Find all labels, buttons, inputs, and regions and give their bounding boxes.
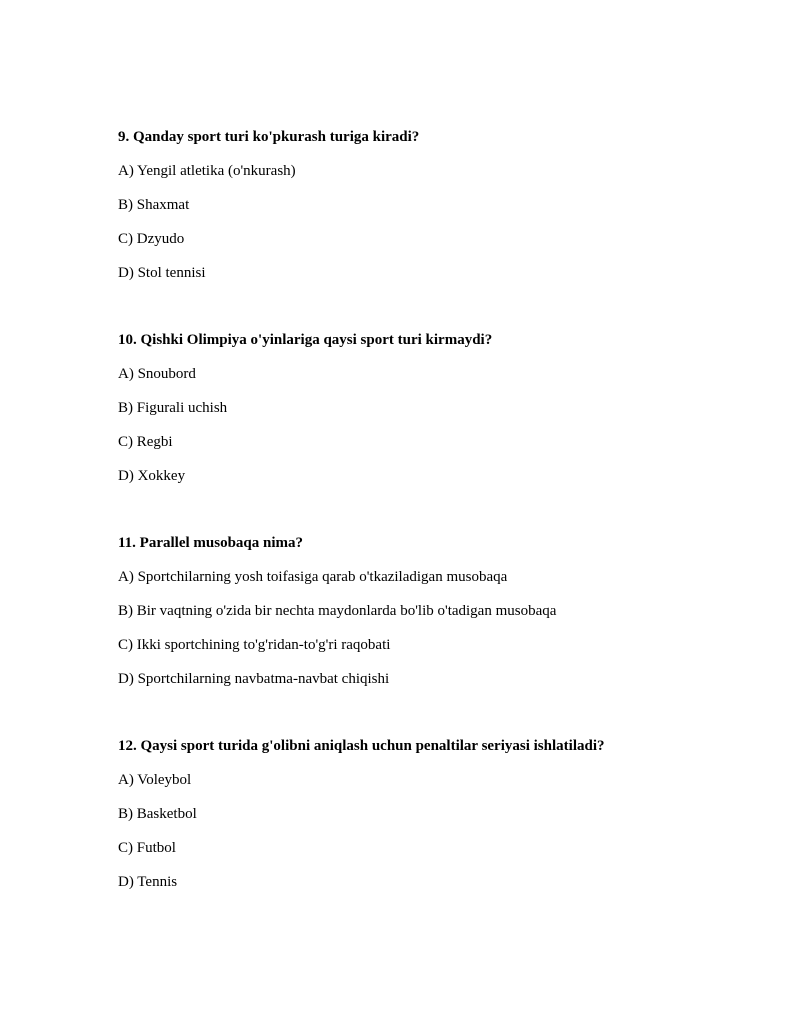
answer-option-a: A) Voleybol (118, 772, 192, 788)
answer-option-a: A) Yengil atletika (o'nkurash) (118, 163, 296, 179)
question-9 (118, 127, 758, 283)
answer-options (118, 567, 758, 689)
answer-option-c: C) Futbol (118, 840, 176, 856)
answer-option-d: D) Stol tennisi (118, 265, 206, 281)
answer-option-c: C) Dzyudo (118, 231, 185, 247)
answer-option-b: B) Figurali uchish (118, 400, 228, 416)
answer-option-d: D) Tennis (118, 874, 178, 890)
answer-options (118, 364, 758, 486)
answer-option-a: A) Sportchilarning yosh toifasiga qarab o'tkaziladigan musobaqa (118, 569, 508, 585)
question-10 (118, 330, 758, 486)
question-title: 10. Qishki Olimpiya o'yinlariga qaysi sport turi kirmaydi? (118, 332, 493, 348)
answer-option-b: B) Bir vaqtning o'zida bir nechta maydonlarda bo'lib o'tadigan musobaqa (118, 603, 557, 619)
answer-option-d: D) Sportchilarning navbatma-navbat chiqishi (118, 671, 390, 687)
question-title: 9. Qanday sport turi ko'pkurash turiga kiradi? (118, 129, 420, 145)
answer-option-b: B) Basketbol (118, 806, 197, 822)
answer-option-a: A) Snoubord (118, 366, 196, 382)
answer-option-b: B) Shaxmat (118, 197, 190, 213)
question-11 (118, 533, 758, 689)
answer-options (118, 161, 758, 283)
answer-option-c: C) Regbi (118, 434, 173, 450)
question-title: 11. Parallel musobaqa nima? (118, 535, 304, 551)
answer-option-c: C) Ikki sportchining to'g'ridan-to'g'ri raqobati (118, 637, 391, 653)
answer-options (118, 770, 758, 892)
answer-option-d: D) Xokkey (118, 468, 186, 484)
question-title: 12. Qaysi sport turida g'olibni aniqlash uchun penaltilar seriyasi ishlatiladi? (118, 738, 605, 754)
question-12 (118, 736, 758, 892)
